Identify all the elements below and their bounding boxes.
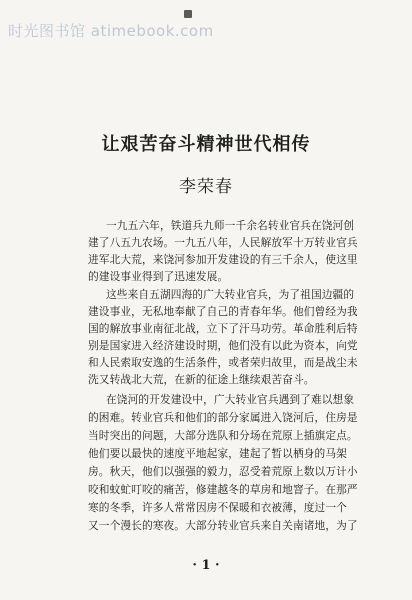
text-line: 咬和蚊虻叮咬的痛苦，修建越冬的草房和地窨子。在那严 xyxy=(88,483,358,496)
text-line: 又一个漫长的寒夜。大部分转业官兵来自关南诸地，为了 xyxy=(88,519,358,532)
text-line: 国的解放事业南征北战，立下了汗马功劳。革命胜利后特 xyxy=(88,322,358,335)
watermark: 时光图书馆 atimebook.com xyxy=(8,22,214,40)
text-line: 的困难。转业官兵和他们的部分家属进入饶河后，住房是 xyxy=(88,411,358,424)
text-line: 房。秋天，他们以强强的毅力，忍受着荒原上数以万计小 xyxy=(88,465,358,478)
text-line: 当时突出的问题，大部分选队和分场在荒原上插旗定点。 xyxy=(88,429,358,442)
text-line: 建设事业，无私地奉献了自己的青春年华。他们曾经为我 xyxy=(88,305,358,318)
text-line: 一九五六年，铁道兵九师一千余名转业官兵在饶河创 xyxy=(106,219,355,232)
text-line: 和人民索取安逸的生活条件，或者荣归故里，而是战尘未 xyxy=(88,356,358,369)
page-number: · 1 · xyxy=(192,558,220,573)
text-line: 别是国家进入经济建设时期，他们没有以此为资本，向党 xyxy=(88,339,358,352)
page-mark xyxy=(184,10,192,18)
text-line: 他们要以最快的速度平地起家，建起了暂以栖身的马架 xyxy=(88,447,347,460)
text-line: 建了八五九农场。一九五八年，人民解放军十万转业官兵 xyxy=(88,236,358,249)
text-line: 在饶河的开发建设中，广大转业官兵遇到了难以想象 xyxy=(106,393,355,406)
text-line: 进军北大荒，来饶河参加开发建设的有三千余人，使这里 xyxy=(88,253,358,266)
text-line: 的建设事业得到了迅速发展。 xyxy=(88,270,229,283)
text-line: 洗又转战北大荒，在新的征途上继续艰苦奋斗。 xyxy=(88,373,315,386)
text-line: 这些来自五湖四海的广大转业官兵，为了祖国边疆的 xyxy=(106,288,355,301)
author-name: 李荣春 xyxy=(179,177,233,197)
page-title: 让艰苦奋斗精神世代相传 xyxy=(101,134,311,155)
text-line: 寒的冬季，许多人常常因房不保暖和衣被薄，度过一个 xyxy=(88,501,347,514)
